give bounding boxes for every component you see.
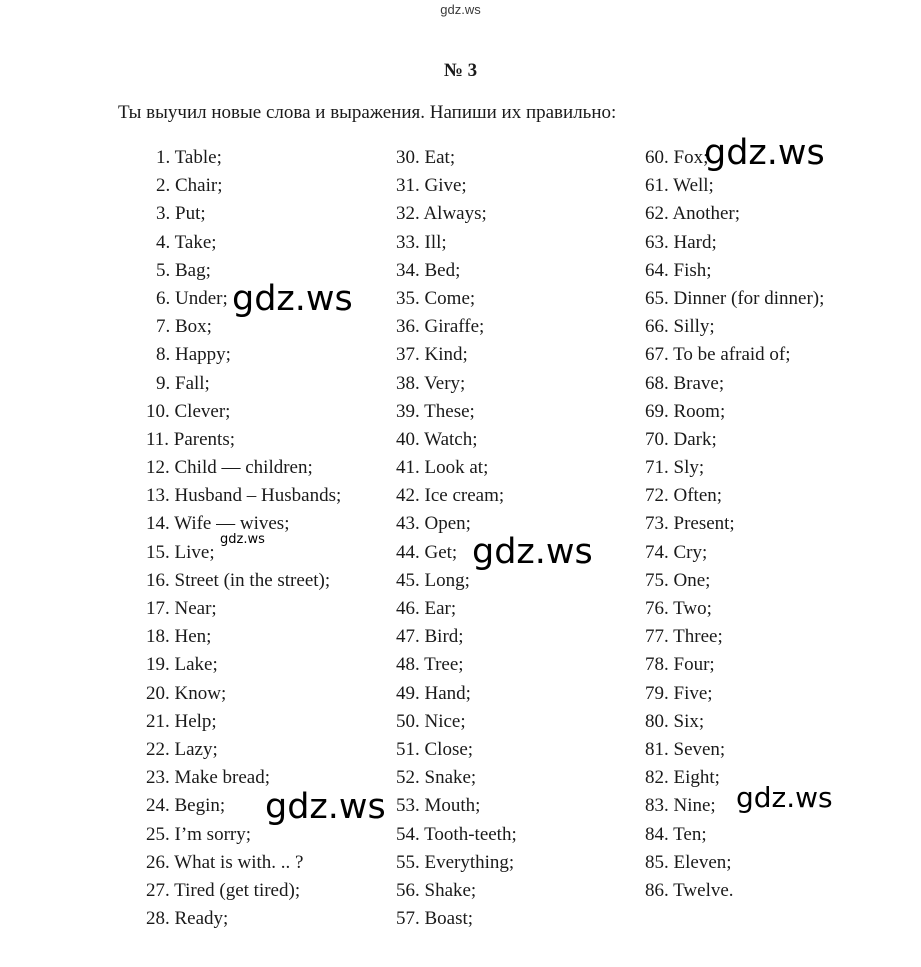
list-item: 40. Watch; [396, 428, 478, 450]
list-item: 52. Snake; [396, 767, 477, 789]
list-item: 34. Bed; [396, 259, 461, 281]
list-item: 3. Put; [156, 203, 206, 225]
list-item: 55. Everything; [396, 851, 515, 873]
list-item: 49. Hand; [396, 682, 471, 704]
list-item: 48. Tree; [396, 654, 464, 676]
watermark-logo: gdz.ws [220, 532, 265, 547]
list-item: 47. Bird; [396, 626, 464, 648]
list-item: 79. Five; [645, 682, 713, 704]
list-item: 63. Hard; [645, 231, 717, 253]
list-item: 44. Get; [396, 541, 458, 563]
list-item: 7. Box; [156, 316, 212, 338]
list-item: 26. What is with. .. ? [146, 851, 304, 873]
list-item: 62. Another; [645, 203, 740, 225]
list-item: 80. Six; [645, 710, 705, 732]
list-item: 23. Make bread; [146, 767, 270, 789]
list-item: 32. Always; [396, 203, 487, 225]
instruction-text: Ты выучил новые слова и выражения. Напиши их правильно: [118, 102, 617, 123]
list-item: 5. Bag; [156, 259, 211, 281]
list-item: 60. Fox; [645, 147, 709, 168]
list-item: 39. These; [396, 400, 475, 422]
list-item: 43. Open; [396, 513, 471, 535]
list-item: 41. Look at; [396, 457, 489, 479]
list-item: 84. Ten; [645, 823, 707, 845]
list-item: 77. Three; [645, 626, 723, 648]
list-item: 53. Mouth; [396, 795, 481, 817]
list-item: 17. Near; [146, 598, 217, 619]
list-item: 56. Shake; [396, 879, 477, 901]
list-item: 81. Seven; [645, 738, 726, 760]
list-item: 38. Very; [396, 372, 466, 394]
list-item: 46. Ear; [396, 598, 457, 619]
list-item: 31. Give; [396, 175, 467, 197]
watermark-logo: gdz.ws [265, 787, 386, 827]
list-item: 70. Dark; [645, 428, 717, 450]
list-item: 64. Fish; [645, 259, 712, 281]
list-item: 73. Present; [645, 513, 735, 535]
list-item: 51. Close; [396, 738, 474, 760]
list-item: 75. One; [645, 569, 711, 591]
watermark-logo: gdz.ws [232, 279, 353, 319]
task-number: № 3 [443, 60, 478, 81]
list-item: 4. Take; [156, 231, 217, 253]
list-item: 54. Tooth-teeth; [396, 823, 517, 845]
list-item: 82. Eight; [645, 767, 720, 789]
list-item: 14. Wife — wives; [146, 513, 290, 535]
list-item: 86. Twelve. [645, 879, 734, 901]
list-item: 33. Ill; [396, 231, 447, 253]
list-item: 11. Parents; [146, 428, 236, 450]
list-item: 28. Ready; [146, 908, 229, 930]
list-item: 10. Clever; [146, 400, 231, 422]
list-item: 1. Table; [156, 147, 222, 168]
list-item: 85. Eleven; [645, 851, 732, 873]
top-watermark: gdz.ws [440, 2, 481, 17]
list-item: 67. To be afraid of; [645, 344, 791, 366]
list-item: 35. Come; [396, 287, 476, 309]
list-item: 2. Chair; [156, 175, 223, 197]
watermark-logo: gdz.ws [704, 133, 825, 173]
list-item: 16. Street (in the street); [146, 569, 331, 591]
list-item: 42. Ice cream; [396, 485, 505, 507]
list-item: 6. Under; [156, 287, 228, 309]
list-item: 18. Hen; [146, 626, 212, 648]
list-item: 68. Brave; [645, 372, 725, 394]
list-item: 66. Silly; [645, 316, 715, 338]
list-item: 19. Lake; [146, 654, 218, 676]
list-item: 61. Well; [645, 175, 714, 197]
watermark-logo: gdz.ws [736, 781, 833, 814]
list-item: 9. Fall; [156, 372, 210, 394]
list-item: 74. Cry; [645, 541, 708, 563]
list-item: 13. Husband – Husbands; [146, 485, 342, 507]
list-item: 45. Long; [396, 569, 470, 591]
list-item: 27. Tired (get tired); [146, 879, 301, 901]
list-item: 57. Boast; [396, 908, 474, 930]
list-item: 30. Eat; [396, 147, 456, 168]
list-item: 71. Sly; [645, 457, 705, 479]
list-item: 21. Help; [146, 710, 217, 732]
list-item: 69. Room; [645, 400, 726, 422]
list-item: 72. Often; [645, 485, 723, 507]
list-item: 15. Live; [146, 541, 215, 563]
list-item: 37. Kind; [396, 344, 468, 366]
list-item: 24. Begin; [146, 795, 226, 817]
list-item: 12. Child — children; [146, 457, 313, 479]
list-item: 83. Nine; [645, 795, 716, 817]
list-item: 78. Four; [645, 654, 715, 676]
list-item: 25. I’m sorry; [146, 823, 252, 845]
watermark-logo: gdz.ws [472, 532, 593, 572]
list-item: 36. Giraffe; [396, 316, 485, 338]
list-item: 76. Two; [645, 598, 712, 619]
list-item: 50. Nice; [396, 710, 466, 732]
list-item: 8. Happy; [156, 344, 231, 366]
list-item: 22. Lazy; [146, 738, 218, 760]
list-item: 20. Know; [146, 682, 227, 704]
list-item: 65. Dinner (for dinner); [645, 287, 825, 309]
